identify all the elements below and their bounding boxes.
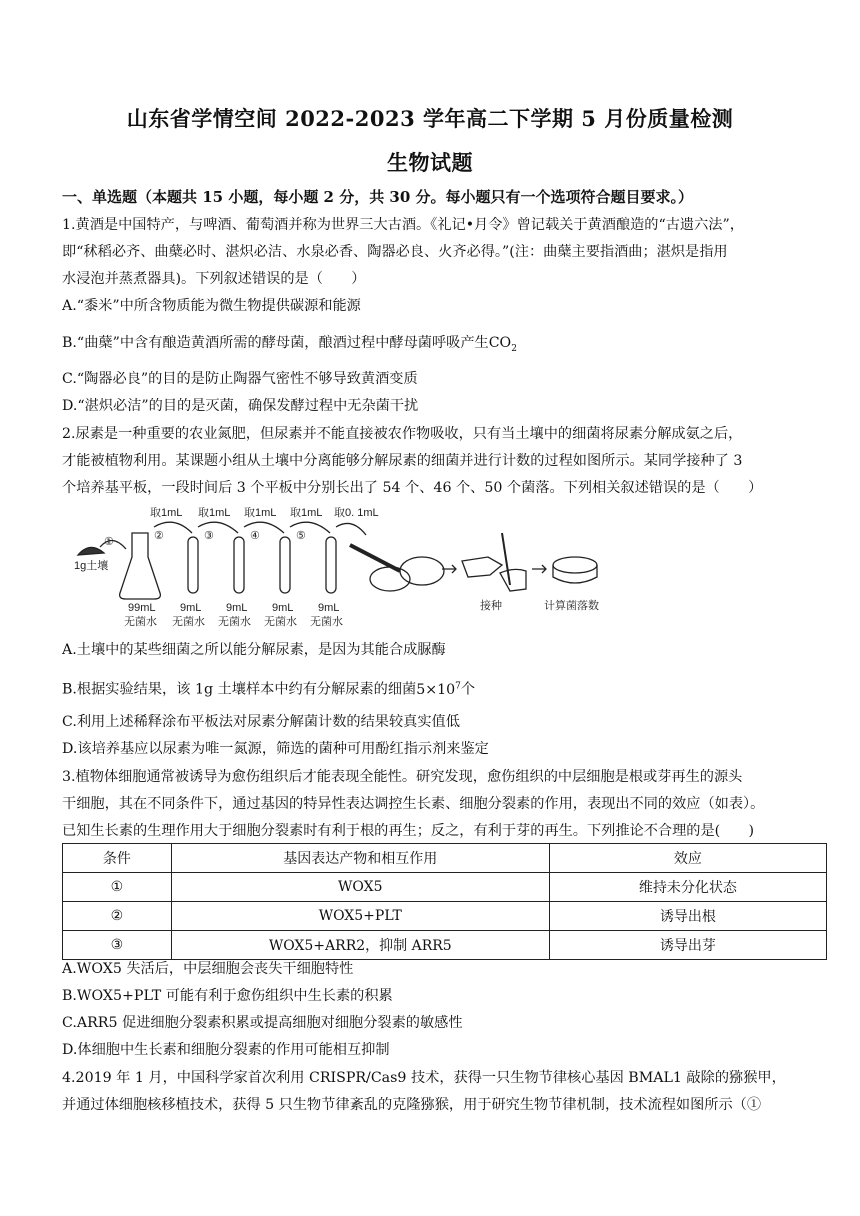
step-5-label: ⑤ [296,530,306,542]
q2-option-d: D.该培养基应以尿素为唯一氮源，筛选的菌种可用酚红指示剂来鉴定 [62,741,489,757]
transfer-label-1: 取1mL [150,507,183,519]
table-cell: 诱导出根 [549,902,826,931]
table-row [63,902,827,931]
culture-plate-icon [553,557,597,573]
tube-water-label: 无菌水 [310,616,343,628]
section-heading: 一、单选题（本题共 15 小题，每小题 2 分，共 30 分。每小题只有一个选项符合题目要求。） [62,188,694,206]
q3-stem-line-1: 3.植物体细胞通常被诱导为愈伤组织后才能表现全能性。研究发现，愈伤组织的中层细胞是根或芽再生的源头 [62,769,743,785]
table-header-row [63,844,827,873]
table-row [63,931,827,960]
inoculation-tool-icon [502,533,510,585]
q3-option-c: C.ARR5 促进细胞分裂素积累或提高细胞对细胞分裂素的敏感性 [62,1015,463,1031]
hand-icon [462,557,502,577]
table-header: 基因表达产物和相互作用 [171,844,549,873]
q4-stem-line-1: 4.2019 年 1 月，中国科学家首次利用 CRISPR/Cas9 技术，获得一只生物节律核心基因 BMAL1 敲除的猕猴甲， [62,1070,786,1086]
table-header: 条件 [63,844,172,873]
q1-stem-line-3: 水浸泡并蒸煮器具)。下列叙述错误的是（ ） [62,271,366,287]
transfer-label-4: 取1mL [290,507,323,519]
flask-icon [120,533,161,599]
q1-option-d: D.“湛炽必洁”的目的是灭菌，确保发酵过程中无杂菌干扰 [62,398,419,414]
flask-water-label: 无菌水 [124,616,157,628]
step-2-label: ② [154,530,164,542]
co2-formula: $CO_2$ [488,335,517,354]
q3-stem-line-3: 已知生长素的生理作用大于细胞分裂素时有利于根的再生；反之，有利于芽的再生。下列推论不合理的是( ) [62,823,755,839]
q1-stem-line-1: 1.黄酒是中国特产，与啤酒、葡萄酒并称为世界三大古酒。《礼记•月令》曾记载关于黄酒酿造的“古遗六法”， [62,217,744,233]
q2-stem-line-3: 个培养基平板，一段时间后 3 个平板中分别长出了 54 个、46 个、50 个菌落。下列相关叙述错误的是（ ） [62,480,763,496]
count-colonies-label: 计算菌落数 [544,600,599,612]
tube-volume-label: 9mL [180,602,202,614]
test-tube-icon [326,537,336,593]
q2-stem-line-2: 才能被植物利用。某课题小组从土壤中分离能够分解尿素的细菌并进行计数的过程如图所示。某同学接种了 3 [62,453,743,469]
tube-water-label: 无菌水 [218,616,251,628]
flask-volume-label: 99mL [128,602,156,614]
q3-option-d: D.体细胞中生长素和细胞分裂素的作用可能相互抑制 [62,1042,390,1058]
q2-stem-line-1: 2.尿素是一种重要的农业氮肥，但尿素并不能直接被农作物吸收，只有当土壤中的细菌将尿素分解成氨之后， [62,426,743,442]
table-cell: ② [63,902,172,931]
q2-option-b: B.根据实验结果，该 1g 土壤样本中约有分解尿素的细菌$5\times 10^7$个 [62,681,476,698]
test-tube-icon [234,537,244,593]
table-cell: 诱导出芽 [549,931,826,960]
table-cell: ③ [63,931,172,960]
transfer-arrow-icon [336,523,366,535]
q1-option-a: A.“黍米”中所含物质能为微生物提供碳源和能源 [62,298,361,314]
hand-icon [500,569,526,591]
step-1-label: ① [104,536,114,548]
q1-option-b: B.“曲蘖”中含有酿造黄酒所需的酵母菌，酿酒过程中酵母菌呼吸产生$CO_2$ [62,335,517,354]
page-subtitle: 生物试题 [387,150,473,175]
sci-notation: $5\times 10^7$ [416,681,461,698]
culture-plate-base-icon [553,565,597,583]
step-4-label: ④ [250,530,260,542]
dilution-plating-figure [70,505,618,628]
table-cell: WOX5+PLT [171,902,549,931]
test-tube-icon [280,537,290,593]
arrow-icon [532,565,546,573]
transfer-label-3: 取1mL [244,507,277,519]
soil-label: 1g土壤 [74,560,109,572]
transfer-label-5: 取0. 1mL [334,507,379,519]
tube-volume-label: 9mL [272,602,294,614]
transfer-label-2: 取1mL [198,507,231,519]
conditions-table [62,843,827,960]
petri-dish-icon [400,557,444,585]
soil-pile-icon [78,547,104,555]
tube-volume-label: 9mL [318,602,340,614]
q3-stem-line-2: 干细胞，其在不同条件下，通过基因的特异性表达调控生长素、细胞分裂素的作用，表现出不同的效应（如表）。 [62,796,765,812]
q4-stem-line-2: 并通过体细胞核移植技术，获得 5 只生物节律紊乱的克隆猕猴，用于研究生物节律机制，技术流程如图所示（① [62,1097,762,1113]
q2-option-c: C.利用上述稀释涂布平板法对尿素分解菌计数的结果较真实值低 [62,714,460,730]
table-cell: WOX5 [171,873,549,902]
table-cell: WOX5+ARR2，抑制 ARR5 [171,931,549,960]
table-row [63,873,827,902]
table-header: 效应 [549,844,826,873]
page-title: 山东省学情空间 2022-2023 学年高二下学期 5 月份质量检测 [126,106,734,131]
table-cell: ① [63,873,172,902]
q1-stem-line-2: 即“秫稻必齐、曲蘖必时、湛炽必洁、水泉必香、陶器必良、火齐必得。”(注：曲蘖主要指酒曲；湛炽是指用 [62,244,728,260]
inoculate-label: 接种 [480,600,502,612]
test-tube-icon [188,537,198,593]
q2-option-a: A.土壤中的某些细菌之所以能分解尿素，是因为其能合成脲酶 [62,642,446,658]
q3-option-b: B.WOX5+PLT 可能有利于愈伤组织中生长素的积累 [62,988,393,1004]
tube-water-label: 无菌水 [172,616,205,628]
q3-option-a: A.WOX5 失活后，中层细胞会丧失干细胞特性 [62,961,354,977]
q1-option-c: C.“陶器必良”的目的是防止陶器气密性不够导致黄酒变质 [62,371,418,387]
tube-water-label: 无菌水 [264,616,297,628]
table-cell: 维持未分化状态 [549,873,826,902]
tube-volume-label: 9mL [226,602,248,614]
step-3-label: ③ [204,530,214,542]
